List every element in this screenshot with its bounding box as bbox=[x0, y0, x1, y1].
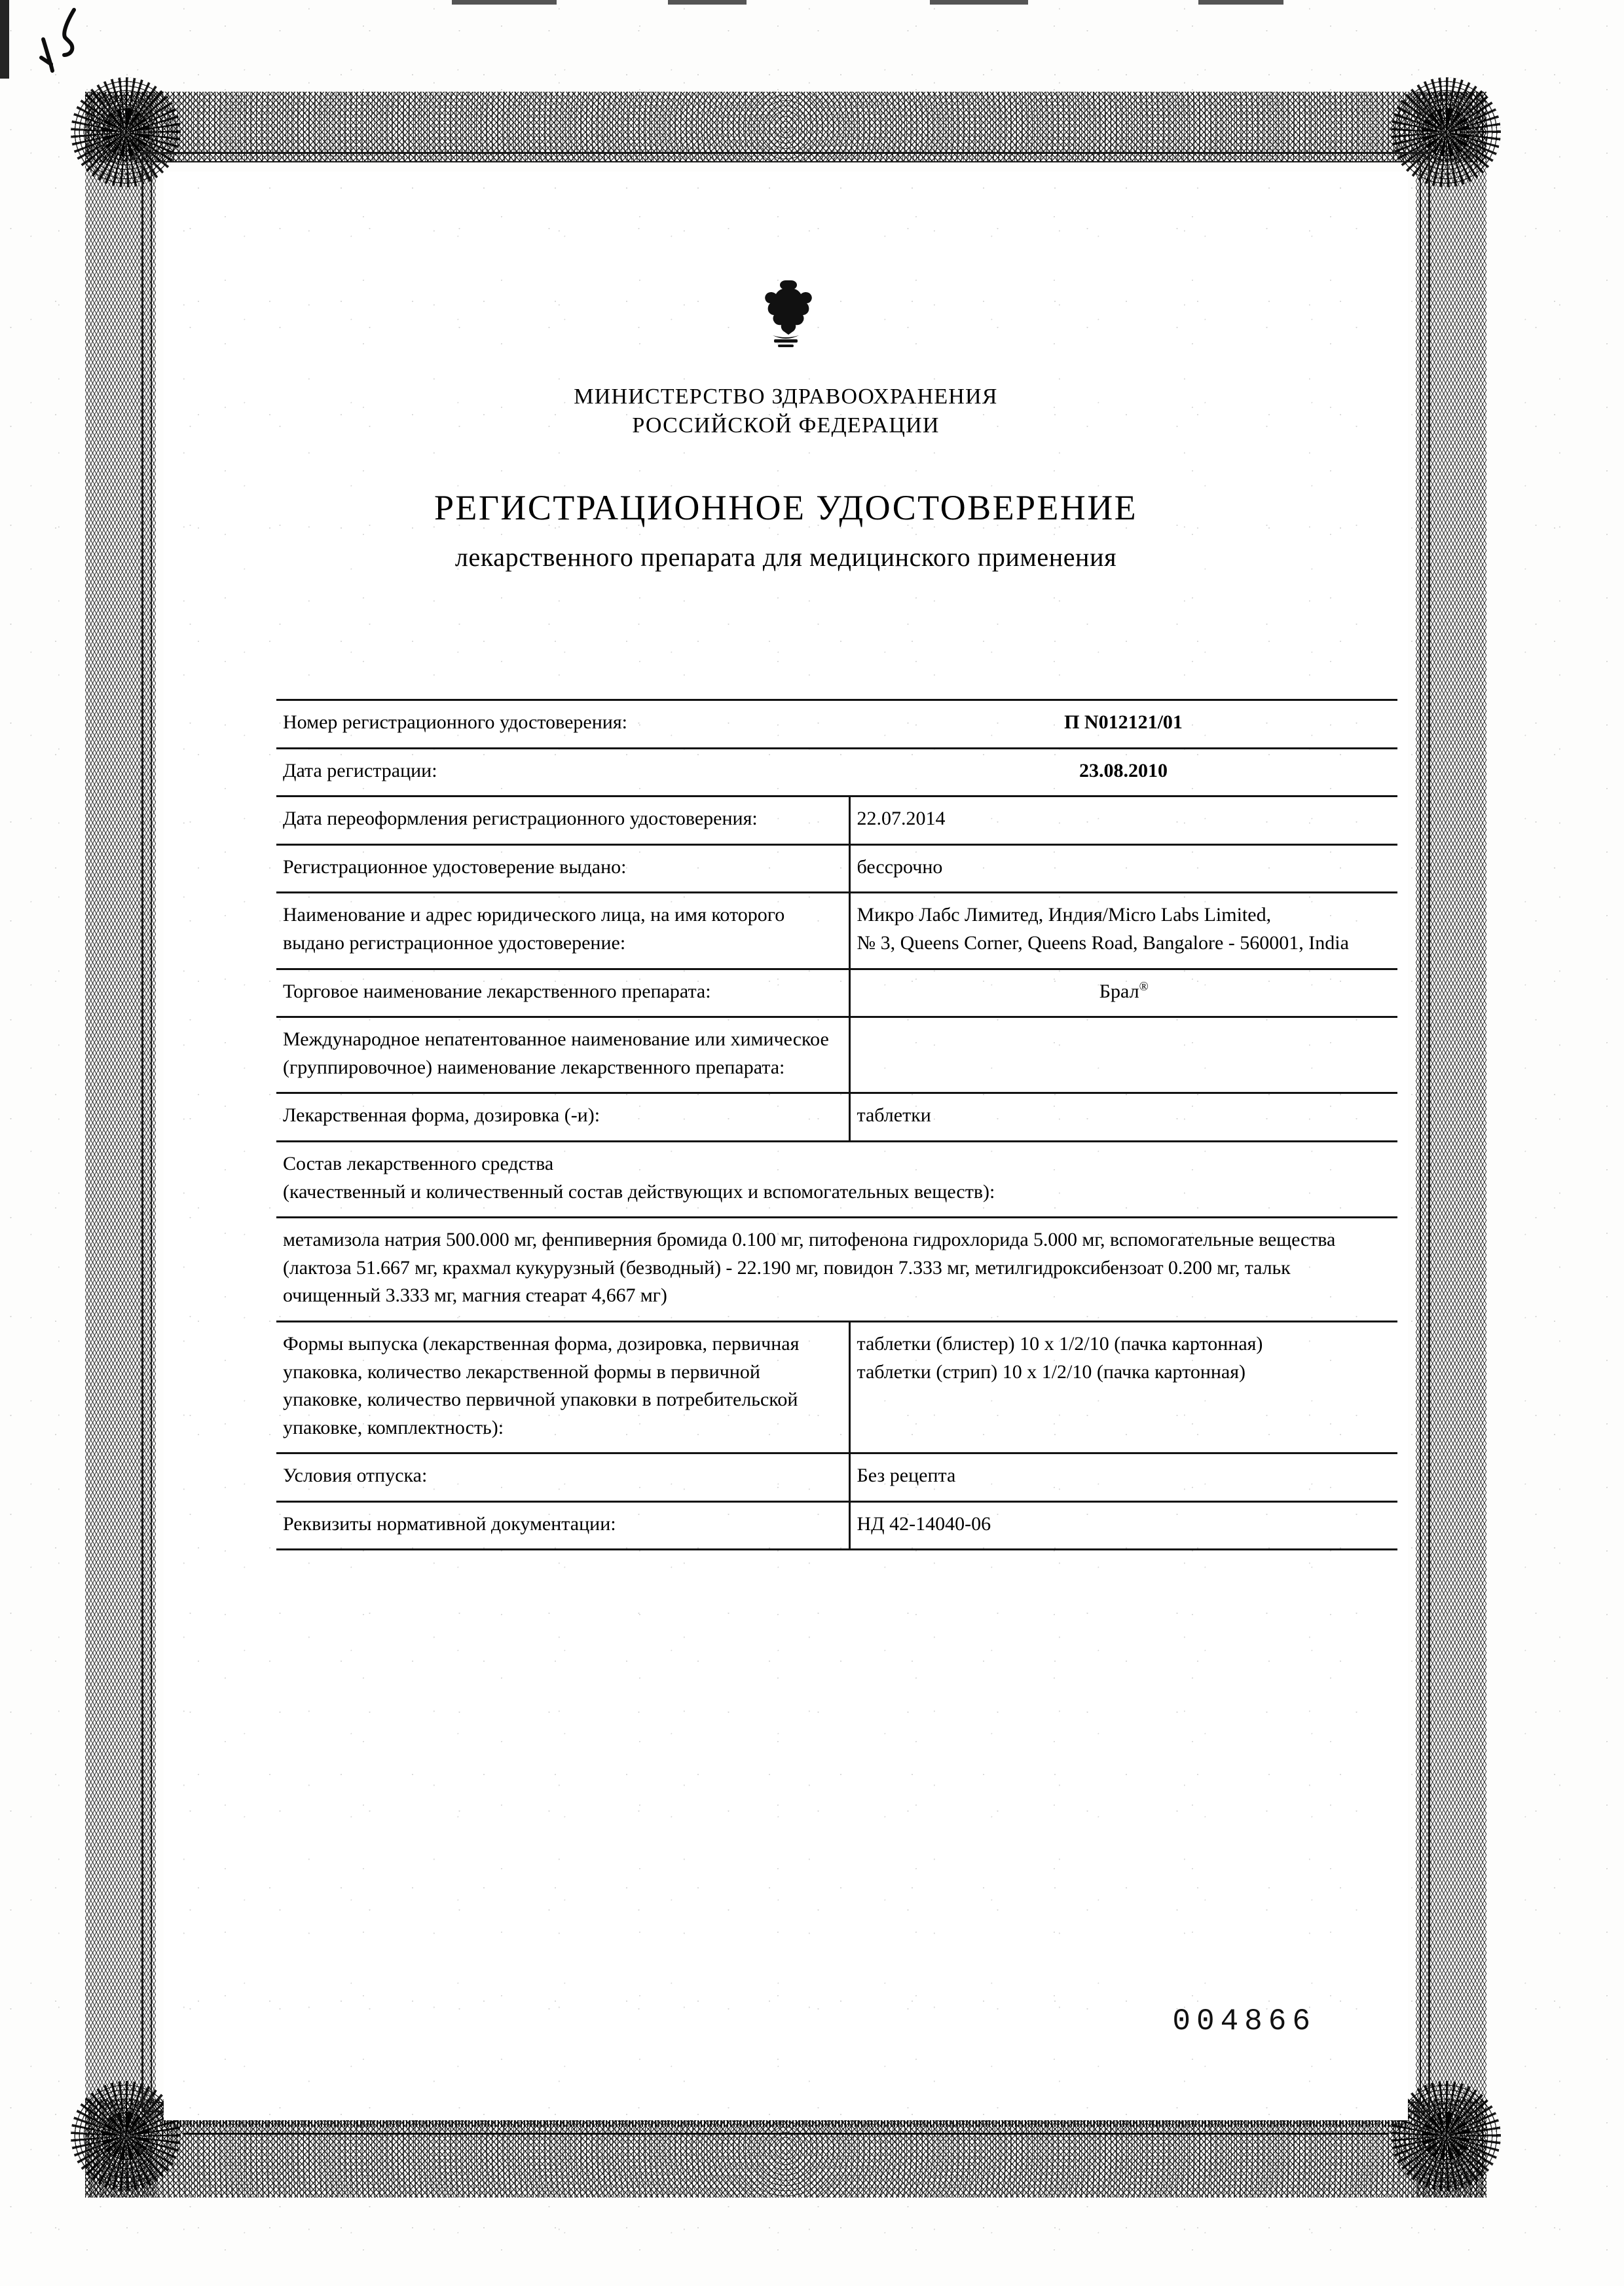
composition-text-row bbox=[276, 1218, 1397, 1322]
row-value: таблетки (блистер) 10 x 1/2/10 (пачка картонная) таблетки (стрип) 10 x 1/2/10 (пачка картонная) bbox=[849, 1321, 1397, 1453]
row-label: Номер регистрационного удостоверения: bbox=[276, 700, 849, 749]
russian-coat-of-arms-emblem-icon bbox=[754, 275, 817, 360]
row-label: Регистрационное удостоверение выдано: bbox=[276, 844, 849, 893]
document-title: РЕГИСТРАЦИОННОЕ УДОСТОВЕРЕНИЕ bbox=[434, 488, 1137, 527]
registered-trademark-symbol: ® bbox=[1139, 979, 1149, 994]
row-label: Наименование и адрес юридического лица, на имя которого выдано регистрационное удостоверение: bbox=[276, 893, 849, 969]
document-content bbox=[164, 172, 1408, 2120]
row-label: Дата регистрации: bbox=[276, 748, 849, 796]
scan-top-artifact bbox=[668, 0, 747, 5]
scan-top-artifact bbox=[452, 0, 557, 5]
composition-heading-row bbox=[276, 1141, 1397, 1217]
document-subtitle: лекарственного препарата для медицинского применения bbox=[454, 542, 1117, 572]
row-value: 22.07.2014 bbox=[849, 796, 1397, 845]
table-row bbox=[276, 1017, 1397, 1093]
ministry-line-1: МИНИСТЕРСТВО ЗДРАВООХРАНЕНИЯ bbox=[574, 384, 998, 409]
row-value: Без рецепта bbox=[849, 1453, 1397, 1502]
table-row bbox=[276, 748, 1397, 796]
table-row bbox=[276, 1453, 1397, 1502]
table-row bbox=[276, 1093, 1397, 1142]
row-label: Формы выпуска (лекарственная форма, дозировка, первичная упаковка, количество лекарственной формы в первичной упаковке, количество первичной упаковки в потребительской упаковке, комплектность): bbox=[276, 1321, 849, 1453]
microprint-rule bbox=[183, 2133, 1388, 2135]
row-value: НД 42-14040-06 bbox=[849, 1501, 1397, 1550]
row-label: Лекарственная форма, дозировка (-и): bbox=[276, 1093, 849, 1142]
row-label: Международное непатентованное наименование или химическое (группировочное) наименование лекарственного препарата: bbox=[276, 1017, 849, 1093]
ministry-heading bbox=[164, 383, 1408, 440]
composition-text: метамизола натрия 500.000 мг, фенпиверния бромида 0.100 мг, питофенона гидрохлорида 5.000 мг, вспомогательные вещества (лактоза 51.667 мг, крахмал кукурузный (безводный) - 22.190 мг, повидон 7.333 мг, метилгидроксибензоат 0.200 мг, тальк очищенный 3.333 мг, магния стеарат 4,667 мг) bbox=[276, 1218, 1397, 1322]
row-label: Реквизиты нормативной документации: bbox=[276, 1501, 849, 1550]
table-row bbox=[276, 796, 1397, 845]
scan-top-artifact bbox=[1198, 0, 1283, 5]
row-label: Торговое наименование лекарственного препарата: bbox=[276, 969, 849, 1017]
row-value: Брал® bbox=[849, 969, 1397, 1017]
scan-top-artifact bbox=[930, 0, 1028, 5]
ministry-line-2: РОССИЙСКОЙ ФЕДЕРАЦИИ bbox=[632, 413, 940, 438]
table-row bbox=[276, 1501, 1397, 1550]
table-row bbox=[276, 844, 1397, 893]
table-row bbox=[276, 893, 1397, 969]
composition-heading: Состав лекарственного средства (качественный и количественный состав действующих и вспомогательных веществ): bbox=[276, 1141, 1397, 1217]
row-value: таблетки bbox=[849, 1093, 1397, 1142]
row-value: П N012121/01 bbox=[849, 700, 1397, 749]
registration-details-table bbox=[276, 699, 1397, 1550]
row-label: Условия отпуска: bbox=[276, 1453, 849, 1502]
scan-edge-artifact bbox=[0, 0, 9, 79]
row-value: бессрочно bbox=[849, 844, 1397, 893]
table-row bbox=[276, 969, 1397, 1017]
table-row bbox=[276, 700, 1397, 749]
row-value: 23.08.2010 bbox=[849, 748, 1397, 796]
row-value: Микро Лабс Лимитед, Индия/Micro Labs Limited, № 3, Queens Corner, Queens Road, Bangalore - 560001, India bbox=[849, 893, 1397, 969]
serial-number: 004866 bbox=[1172, 2004, 1316, 2038]
table-row bbox=[276, 1321, 1397, 1453]
row-value bbox=[849, 1017, 1397, 1093]
row-label: Дата переоформления регистрационного удостоверения: bbox=[276, 796, 849, 845]
